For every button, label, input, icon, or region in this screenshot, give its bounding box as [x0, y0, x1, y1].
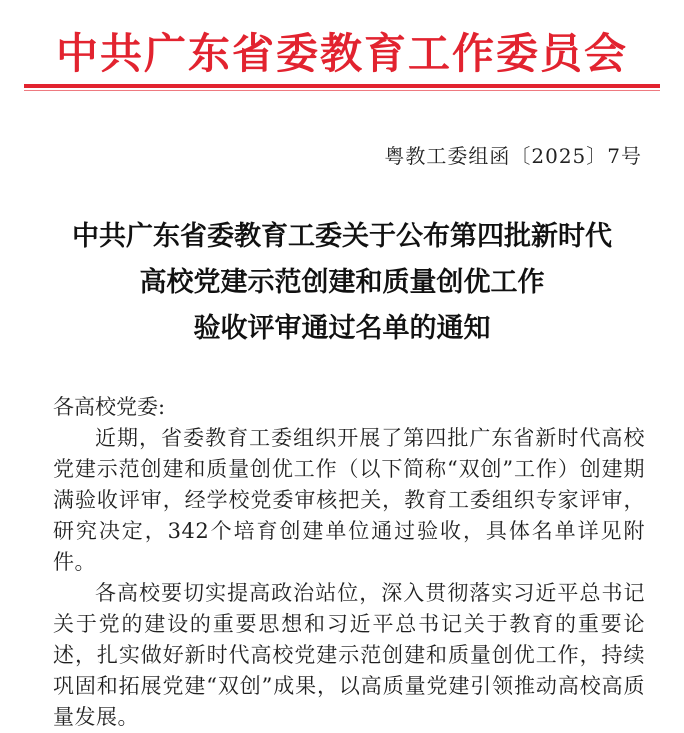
title-line-2: 高校党建示范创建和质量创优工作	[139, 267, 545, 298]
salutation: 各高校党委:	[53, 395, 166, 419]
masthead-divider-thick	[24, 84, 660, 88]
masthead-divider-thin	[24, 90, 660, 91]
paragraph-2: 各高校要切实提高政治站位，深入贯彻落实习近平总书记关于党的建设的重要思想和习近平总书记关于教育的重要论述，扎实做好新时代高校党建示范创建和质量创优工作，持续巩固和拓展党建“双创”成果，以高质量党建引领推动高校高质量发展。	[53, 581, 645, 729]
title-line-1: 中共广东省委教育工委关于公布第四批新时代	[72, 221, 612, 252]
document-body	[53, 392, 645, 733]
organization-masthead: 中共广东省委教育工作委员会	[55, 29, 628, 78]
paragraph-1: 近期，省委教育工委组织开展了第四批广东省新时代高校党建示范创建和质量创优工作（以下简称“双创”工作）创建期满验收评审，经学校党委审核把关，教育工委组织专家评审，研究决定，342个培育创建单位通过验收，具体名单详见附件。	[53, 426, 645, 574]
title-line-3: 验收评审通过名单的通知	[193, 313, 491, 344]
document-title	[0, 214, 684, 352]
document-number: 粤教工委组函〔2025〕7号	[384, 144, 642, 168]
